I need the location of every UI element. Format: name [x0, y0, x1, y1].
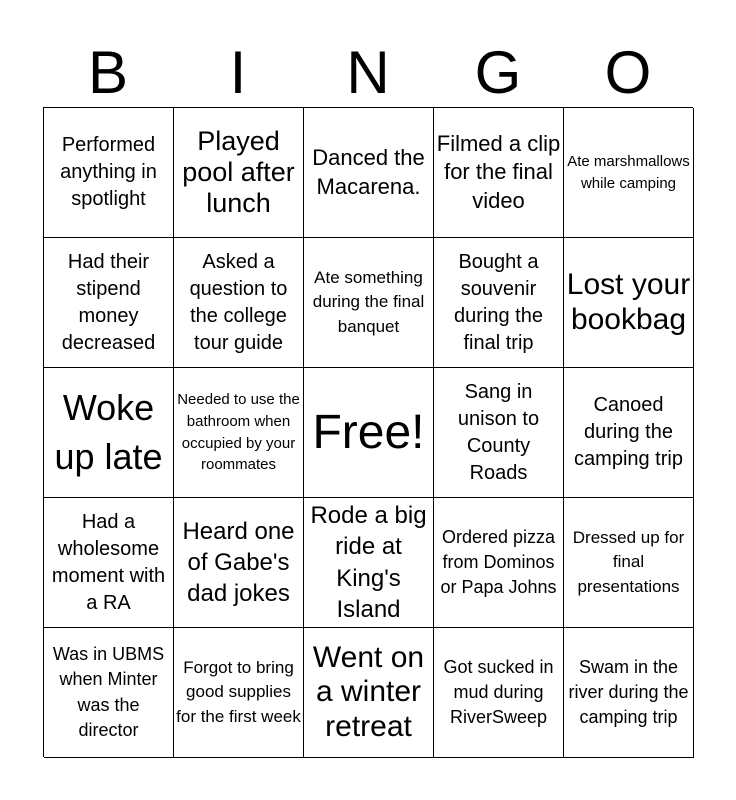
bingo-cell: Ate something during the final banquet: [304, 238, 434, 368]
bingo-cell: Needed to use the bathroom when occupied by your roommates: [174, 368, 304, 498]
bingo-cell: Sang in unison to County Roads: [434, 368, 564, 498]
bingo-cell: Swam in the river during the camping trip: [564, 628, 694, 758]
bingo-cell: Performed anything in spotlight: [44, 108, 174, 238]
bingo-cell: Played pool after lunch: [174, 108, 304, 238]
bingo-cell: Bought a souvenir during the final trip: [434, 238, 564, 368]
bingo-cell: Got sucked in mud during RiverSweep: [434, 628, 564, 758]
bingo-cell: Filmed a clip for the final video: [434, 108, 564, 238]
bingo-cell: Rode a big ride at King's Island: [304, 498, 434, 628]
header-letter-o: O: [604, 39, 652, 106]
bingo-cell: Ate marshmallows while camping: [564, 108, 694, 238]
bingo-cell: Woke up late: [44, 368, 174, 498]
bingo-cell: Canoed during the camping trip: [564, 368, 694, 498]
header-letter-i: I: [229, 39, 247, 106]
bingo-cell: Had a wholesome moment with a RA: [44, 498, 174, 628]
bingo-cell: Asked a question to the college tour guide: [174, 238, 304, 368]
header-letter-b: B: [87, 39, 129, 106]
bingo-cell: Ordered pizza from Dominos or Papa Johns: [434, 498, 564, 628]
bingo-cell: Was in UBMS when Minter was the director: [44, 628, 174, 758]
bingo-cell: Heard one of Gabe's dad jokes: [174, 498, 304, 628]
bingo-cell: Lost your bookbag: [564, 238, 694, 368]
bingo-card-grid: [43, 107, 693, 757]
bingo-cell: Had their stipend money decreased: [44, 238, 174, 368]
bingo-header: [43, 38, 693, 108]
bingo-cell: Dressed up for final presentations: [564, 498, 694, 628]
bingo-cell: Went on a winter retreat: [304, 628, 434, 758]
free-space-cell: Free!: [304, 368, 434, 498]
bingo-cell: Forgot to bring good supplies for the first week: [174, 628, 304, 758]
bingo-cell: Danced the Macarena.: [304, 108, 434, 238]
header-letter-g: G: [474, 39, 522, 106]
header-letter-n: N: [346, 39, 390, 106]
